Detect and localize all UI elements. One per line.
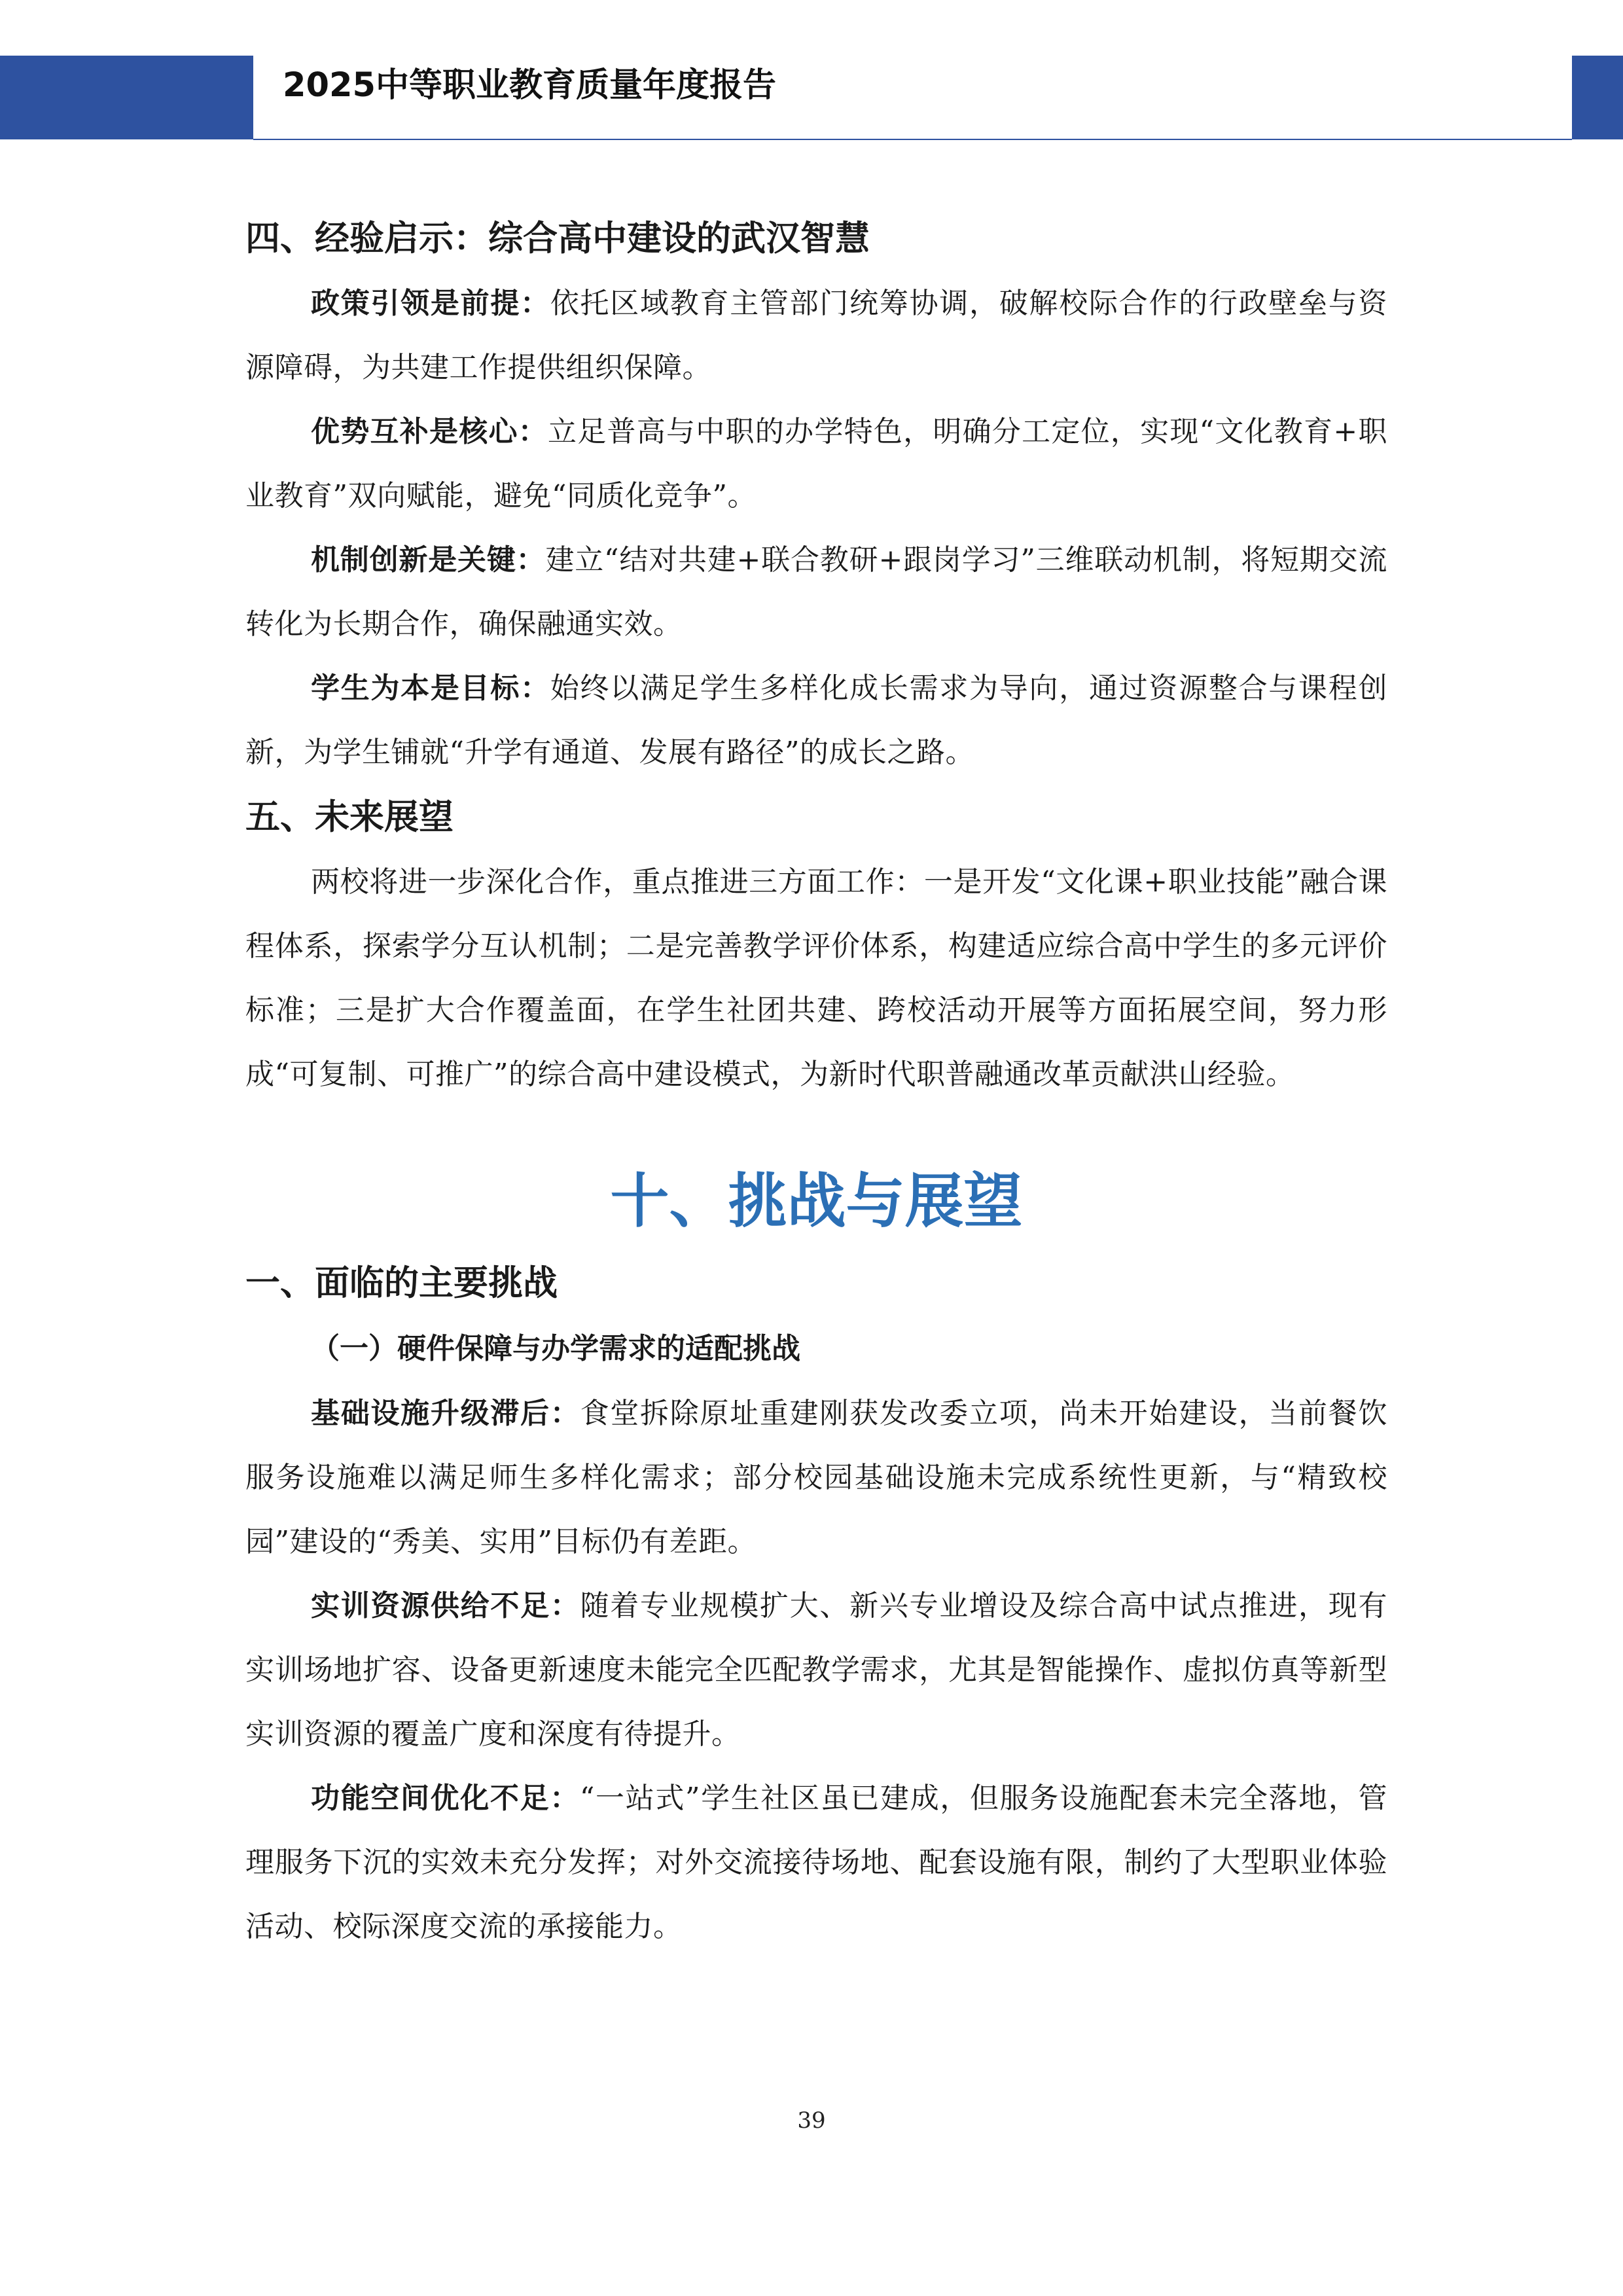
paragraph-text: 建立“结对共建+联合教研+跟岗学习”三维联动机制，将短期交流转化为长期合作，确保融通实效。	[245, 543, 1387, 641]
section-heading-challenges: 一、面临的主要挑战	[245, 1263, 558, 1303]
paragraph-text: “一站式”学生社区虽已建成，但服务设施配套未完全落地，管理服务下沉的实效未充分发挥；对外交流接待场地、配套设施有限，制约了大型职业体验活动、校际深度交流的承接能力。	[245, 1782, 1387, 1943]
lead-term: 优势互补是核心：	[311, 415, 548, 448]
page-content	[245, 206, 1387, 1959]
header-divider	[253, 139, 1572, 140]
lead-term: 机制创新是关键：	[311, 543, 546, 577]
paragraph-complementary	[245, 400, 1387, 528]
header-accent-bar-right	[1572, 56, 1623, 139]
paragraph-text: 立足普高与中职的办学特色，明确分工定位，实现“文化教育+职业教育”双向赋能，避免“同质化竞争”。	[245, 415, 1387, 512]
subsection-heading-hardware: （一）硬件保障与办学需求的适配挑战	[311, 1332, 800, 1365]
chapter-title: 十、挑战与展望	[610, 1167, 1023, 1236]
header-accent-bar-left	[0, 56, 253, 139]
paragraph-text: 依托区域教育主管部门统筹协调，破解校际合作的行政壁垒与资源障碍，为共建工作提供组织保障。	[245, 287, 1387, 384]
paragraph-student-centered	[245, 656, 1387, 785]
paragraph-policy	[245, 272, 1387, 400]
paragraph-text: 食堂拆除原址重建刚获发改委立项，尚未开始建设，当前餐饮服务设施难以满足师生多样化需求；部分校园基础设施未完成系统性更新，与“精致校园”建设的“秀美、实用”目标仍有差距。	[245, 1397, 1388, 1558]
paragraph-infrastructure	[245, 1382, 1387, 1574]
lead-term: 政策引领是前提：	[311, 287, 550, 320]
paragraph-text: 随着专业规模扩大、新兴专业增设及综合高中试点推进，现有实训场地扩容、设备更新速度未能完全匹配教学需求，尤其是智能操作、虚拟仿真等新型实训资源的覆盖广度和深度有待提升。	[245, 1589, 1388, 1751]
page-number: 39	[797, 2108, 826, 2134]
report-title: 2025中等职业教育质量年度报告	[283, 66, 776, 105]
paragraph-outlook: 两校将进一步深化合作，重点推进三方面工作：一是开发“文化课+职业技能”融合课程体系，探索学分互认机制；二是完善教学评价体系，构建适应综合高中学生的多元评价标准；三是扩大合作覆盖面，在学生社团共建、跨校活动开展等方面拓展空间，努力形成“可复制、可推广”的综合高中建设模式，为新时代职普融通改革贡献洪山经验。	[245, 865, 1387, 1091]
paragraph-functional-space	[245, 1767, 1387, 1959]
lead-term: 基础设施升级滞后：	[311, 1397, 580, 1430]
paragraph-training-resources	[245, 1574, 1387, 1767]
section-heading-experience: 四、经验启示：综合高中建设的武汉智慧	[245, 219, 870, 259]
section-heading-outlook: 五、未来展望	[245, 797, 454, 837]
lead-term: 学生为本是目标：	[311, 672, 550, 705]
paragraph-mechanism	[245, 528, 1387, 656]
lead-term: 功能空间优化不足：	[311, 1782, 580, 1815]
lead-term: 实训资源供给不足：	[311, 1589, 580, 1623]
paragraph-text: 始终以满足学生多样化成长需求为导向，通过资源整合与课程创新，为学生铺就“升学有通道、发展有路径”的成长之路。	[245, 672, 1387, 769]
